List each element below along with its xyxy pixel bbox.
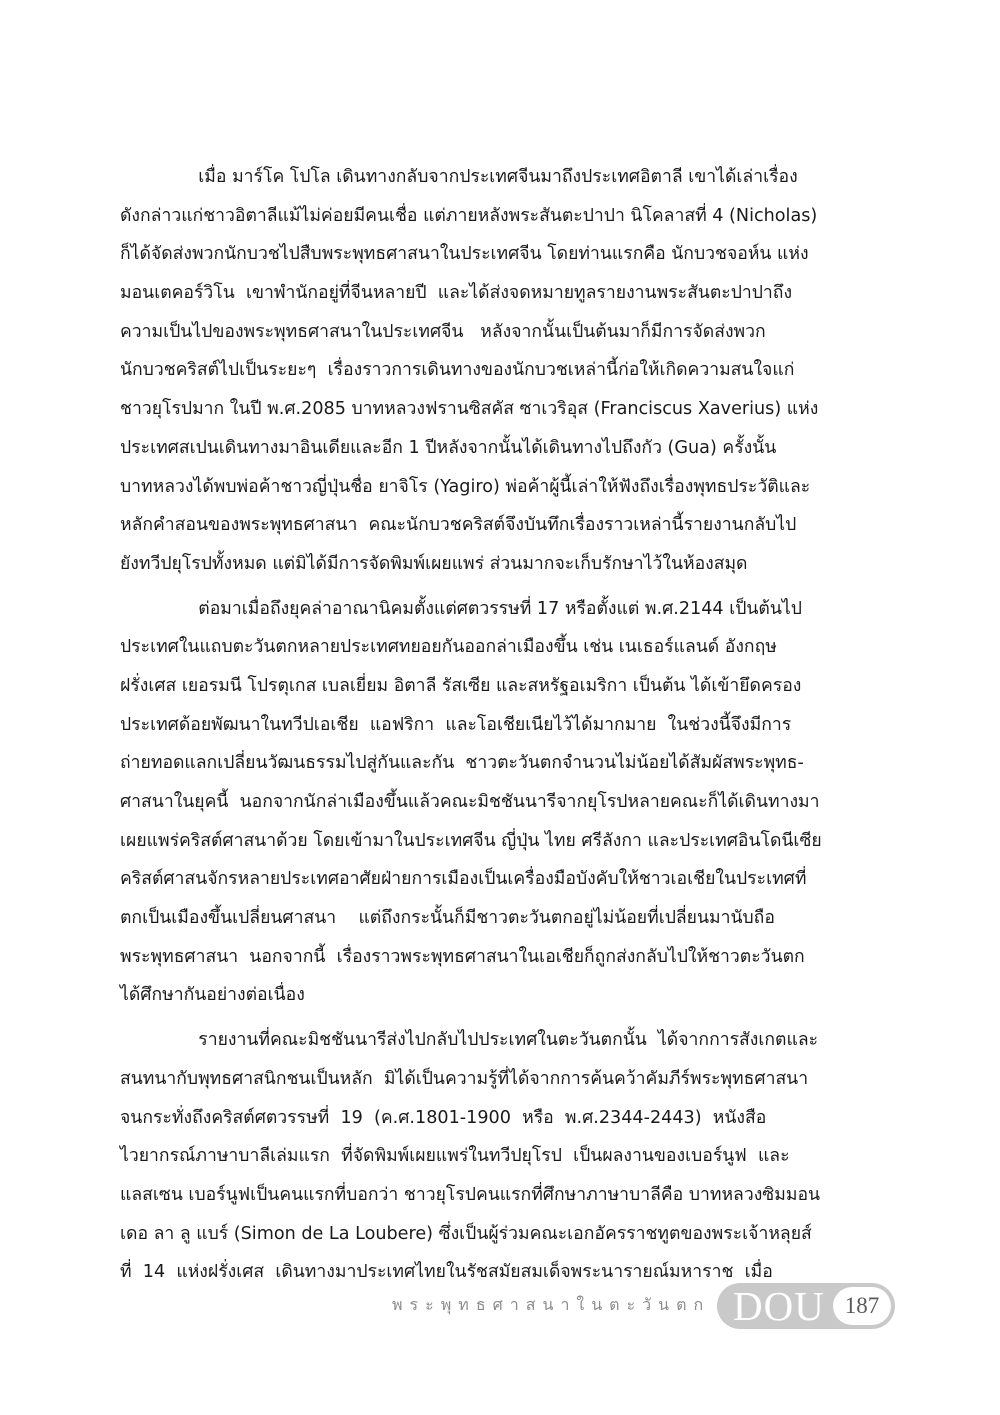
text-line: ยังทวีปยุโรปทั้งหมด แต่มิได้มีการจัดพิมพ์เผยแพร่ ส่วนมากจะเก็บรักษาไว้ในห้องสมุด <box>120 553 748 574</box>
paragraph-1 <box>120 158 895 584</box>
text-line: เผยแพร่คริสต์ศาสนาด้วย โดยเข้ามาในประเทศจีน ญี่ปุ่น ไทย ศรีลังกา และประเทศอินโดนีเซีย <box>120 830 822 851</box>
text-line: ก็ได้จัดส่งพวกนักบวชไปสืบพระพุทธศาสนาในประเทศจีน โดยท่านแรกคือ นักบวชจอห์น แห่ง <box>120 244 809 265</box>
text-line: ประเทศสเปนเดินทางมาอินเดียและอีก 1 ปีหลังจากนั้นได้เดินทางไปถึงกัว (Gua) ครั้งนั้น <box>120 437 777 458</box>
text-line: หลักคำสอนของพระพุทธศาสนา คณะนักบวชคริสต์จึงบันทึกเรื่องราวเหล่านี้รายงานกลับไป <box>120 515 797 536</box>
page-number: 187 <box>844 1293 880 1318</box>
text-line: ตกเป็นเมืองขึ้นเปลี่ยนศาสนา แต่ถึงกระนั้นก็มีชาวตะวันตกอยู่ไม่น้อยที่เปลี่ยนมานับถือ <box>120 908 775 929</box>
text-line: ประเทศในแถบตะวันตกหลายประเทศทยอยกันออกล่าเมืองขึ้น เช่น เนเธอร์แลนด์ อังกฤษ <box>120 637 777 658</box>
text-line: บาทหลวงได้พบพ่อค้าชาวญี่ปุ่นชื่อ ยาจิโร (Yagiro) พ่อค้าผู้นี้เล่าให้ฟังถึงเรื่องพุทธประวัติและ <box>120 476 811 497</box>
text-line: รายงานที่คณะมิชชันนารีส่งไปกลับไปประเทศในตะวันตกนั้น ได้จากการสังเกตและ <box>120 1030 819 1051</box>
text-line: มอนเตคอร์วิโน เขาพำนักอยู่ที่จีนหลายปี และได้ส่งจดหมายทูลรายงานพระสันตะปาปาถึง <box>120 283 793 304</box>
text-line: ไวยากรณ์ภาษาบาลีเล่มแรก ที่จัดพิมพ์เผยแพร่ในทวีปยุโรป เป็นผลงานของเบอร์นูฟ และ <box>120 1146 790 1167</box>
text-line: คริสต์ศาสนจักรหลายประเทศอาศัยฝ่ายการเมืองเป็นเครื่องมือบังคับให้ชาวเอเชียในประเทศที่ <box>120 869 807 890</box>
text-line: ชาวยุโรปมาก ในปี พ.ศ.2085 บาทหลวงฟรานซิสคัส ซาเวริอุส (Franciscus Xaverius) แห่ง <box>120 399 819 420</box>
text-line: ที่ 14 แห่งฝรั่งเศส เดินทางมาประเทศไทยในรัชสมัยสมเด็จพระนารายณ์มหาราช เมื่อ <box>120 1262 773 1283</box>
text-line: จนกระทั่งถึงคริสต์ศตวรรษที่ 19 (ค.ศ.1801-1900 หรือ พ.ศ.2344-2443) หนังสือ <box>120 1107 767 1128</box>
paragraph-3 <box>120 1021 895 1292</box>
text-line: ฝรั่งเศส เยอรมนี โปรตุเกส เบลเยี่ยม อิตาลี รัสเซีย และสหรัฐอเมริกา เป็นต้น ได้เข้ายึดครอง <box>120 675 802 696</box>
dou-logo-badge <box>717 1283 895 1329</box>
text-line: ประเทศด้อยพัฒนาในทวีปเอเชีย แอฟริกา และโอเชียเนียไว้ได้มากมาย ในช่วงนี้จึงมีการ <box>120 714 792 735</box>
text-line: ได้ศึกษากันอย่างต่อเนื่อง <box>120 985 305 1006</box>
dou-logo-text: DOU <box>733 1283 825 1329</box>
page-number-circle <box>833 1287 891 1325</box>
text-line: นักบวชคริสต์ไปเป็นระยะๆ เรื่องราวการเดินทางของนักบวชเหล่านี้ก่อให้เกิดความสนใจแก่ <box>120 360 795 381</box>
body-text <box>120 158 895 1292</box>
text-line: พระพุทธศาสนา นอกจากนี้ เรื่องราวพระพุทธศาสนาในเอเชียก็ถูกส่งกลับไปให้ชาวตะวันตก <box>120 946 805 967</box>
text-line: ดังกล่าวแก่ชาวอิตาลีแม้ไม่ค่อยมีคนเชื่อ แต่ภายหลังพระสันตะปาปา นิโคลาสที่ 4 (Nicholas) <box>120 205 818 226</box>
text-line: แลสเซน เบอร์นูฟเป็นคนแรกที่บอกว่า ชาวยุโรปคนแรกที่ศึกษาภาษาบาลีคือ บาทหลวงซิมมอน <box>120 1184 821 1205</box>
text-line: สนทนากับพุทธศาสนิกชนเป็นหลัก มิได้เป็นความรู้ที่ได้จากการค้นคว้าคัมภีร์พระพุทธศาสนา <box>120 1068 809 1089</box>
page-footer <box>0 1283 1000 1333</box>
text-line: ถ่ายทอดแลกเปลี่ยนวัฒนธรรมไปสู่กันและกัน ชาวตะวันตกจำนวนไม่น้อยได้สัมผัสพระพุทธ- <box>120 753 804 774</box>
running-footer-title: พระพุทธศาสนาในตะวันตก <box>392 1295 711 1314</box>
text-line: ศาสนาในยุคนี้ นอกจากนักล่าเมืองขึ้นแล้วคณะมิชชันนารีจากยุโรปหลายคณะก็ได้เดินทางมา <box>120 792 820 812</box>
paragraph-2 <box>120 590 895 1016</box>
text-line: ความเป็นไปของพระพุทธศาสนาในประเทศจีน หลังจากนั้นเป็นต้นมาก็มีการจัดส่งพวก <box>120 321 766 342</box>
text-line: ต่อมาเมื่อถึงยุคล่าอาณานิคมตั้งแต่ศตวรรษที่ 17 หรือตั้งแต่ พ.ศ.2144 เป็นต้นไป <box>120 598 802 619</box>
text-line: เดอ ลา ลู แบร์ (Simon de La Loubere) ซึ่งเป็นผู้ร่วมคณะเอกอัครราชทูตของพระเจ้าหลุยส์ <box>120 1223 812 1244</box>
text-line: เมื่อ มาร์โค โปโล เดินทางกลับจากประเทศจีนมาถึงประเทศอิตาลี เขาได้เล่าเรื่อง <box>120 167 798 187</box>
